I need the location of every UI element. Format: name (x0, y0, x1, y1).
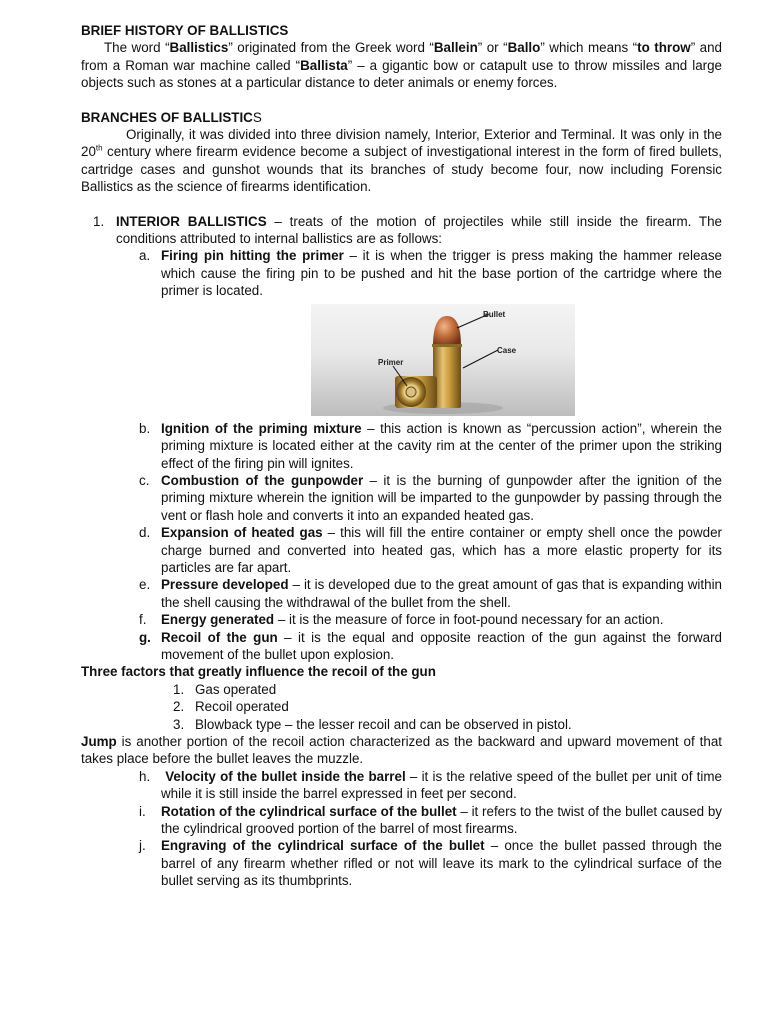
list-item-f: f. Energy generated – it is the measure of force in foot-pound necessary for an action. (139, 612, 664, 628)
paragraph-origin: The word “Ballistics” originated from the Greek word “Ballein” or “Ballo” which means “to throw” and from a Roman war machine called “Ballista” – a gigantic bow or catapult use to throw missiles and large objects such as stones at a particular distance to deter animals or enemy forces. (81, 40, 722, 91)
heading-branches: BRANCHES OF BALLISTICS (81, 109, 262, 125)
list-item-b: b. Ignition of the priming mixture – this action is known as “percussion action”, wherein the priming mixture is located either at the cavity rim at the center of the primer upon the striking effect of the firing pin will ignites. (139, 420, 722, 471)
list-item-i: i. Rotation of the cylindrical surface of the bullet – it refers to the twist of the bullet caused by the cylindrical grooved portion of the barrel of most firearms. (139, 803, 722, 837)
label-bullet: Bullet (483, 309, 506, 319)
list-item-interior-ballistics: 1. INTERIOR BALLISTICS – treats of the motion of projectiles while still inside the firearm. The conditions attributed to internal ballistics are as follows: (93, 213, 722, 247)
list-item-g: g. Recoil of the gun – it is the equal and opposite reaction of the gun against the forward movement of the bullet upon explosion. (139, 629, 723, 662)
factor-item-1: 1. Gas operated (173, 681, 277, 697)
list-item-h: h. Velocity of the bullet inside the barrel – it is the relative speed of the bullet per unit of time while it is still inside the barrel expressed in feet per second. (139, 768, 722, 802)
label-case: Case (497, 345, 517, 355)
cartridge-illustration (311, 304, 575, 416)
factor-item-3: 3. Blowback type – the lesser recoil and can be observed in pistol. (173, 716, 572, 732)
label-primer: Primer (378, 357, 404, 367)
list-item-d: d. Expansion of heated gas – this will fill the entire container or empty shell once the powder charge burned and converted into heated gas, which has a more elastic property for its particles are far apart. (139, 525, 722, 575)
cartridge-figure (311, 304, 575, 416)
list-item-e: e. Pressure developed – it is developed due to the great amount of gas that is expanding within the shell causing the withdrawal of the bullet from the shell. (139, 577, 722, 610)
factor-item-2: 2. Recoil operated (173, 699, 289, 715)
list-item-c: c. Combustion of the gunpowder – it is the burning of gunpowder after the ignition of the priming mixture wherein the ignition will be imparted to the gunpowder by passing through the vent or flash hole and converts it into an expanded heated gas. (139, 472, 723, 523)
paragraph-jump: Jump is another portion of the recoil action characterized as the backward and upward movement of that takes place before the bullet leaves the muzzle. (81, 734, 722, 767)
document-page (81, 22, 722, 890)
cartridge-case (433, 344, 461, 408)
bullet-tip (433, 316, 461, 346)
heading-brief-history: BRIEF HISTORY OF BALLISTICS (81, 23, 289, 38)
primer (406, 387, 416, 397)
paragraph-branches: Originally, it was divided into three division namely, Interior, Exterior and Terminal. It was only in the 20th century where firearm evidence become a subject of investigational interest in the form of fired bullets, cartridge cases and gunshot wounds that its branches of study become four, now including Forensic Ballistics as the science of firearms identification. (81, 127, 722, 195)
list-item-j: j. Engraving of the cylindrical surface of the bullet – once the bullet passed through the barrel of any firearm whether rifled or not will leave its mark to the cylindrical surface of the bullet serving as its thumbprints. (139, 838, 722, 889)
list-item-a: a. Firing pin hitting the primer – it is when the trigger is press making the hammer release which cause the firing pin to be pushed and hit the base portion of the cartridge where the primer is located. (139, 248, 723, 299)
heading-recoil-factors: Three factors that greatly influence the recoil of the gun (81, 664, 436, 680)
